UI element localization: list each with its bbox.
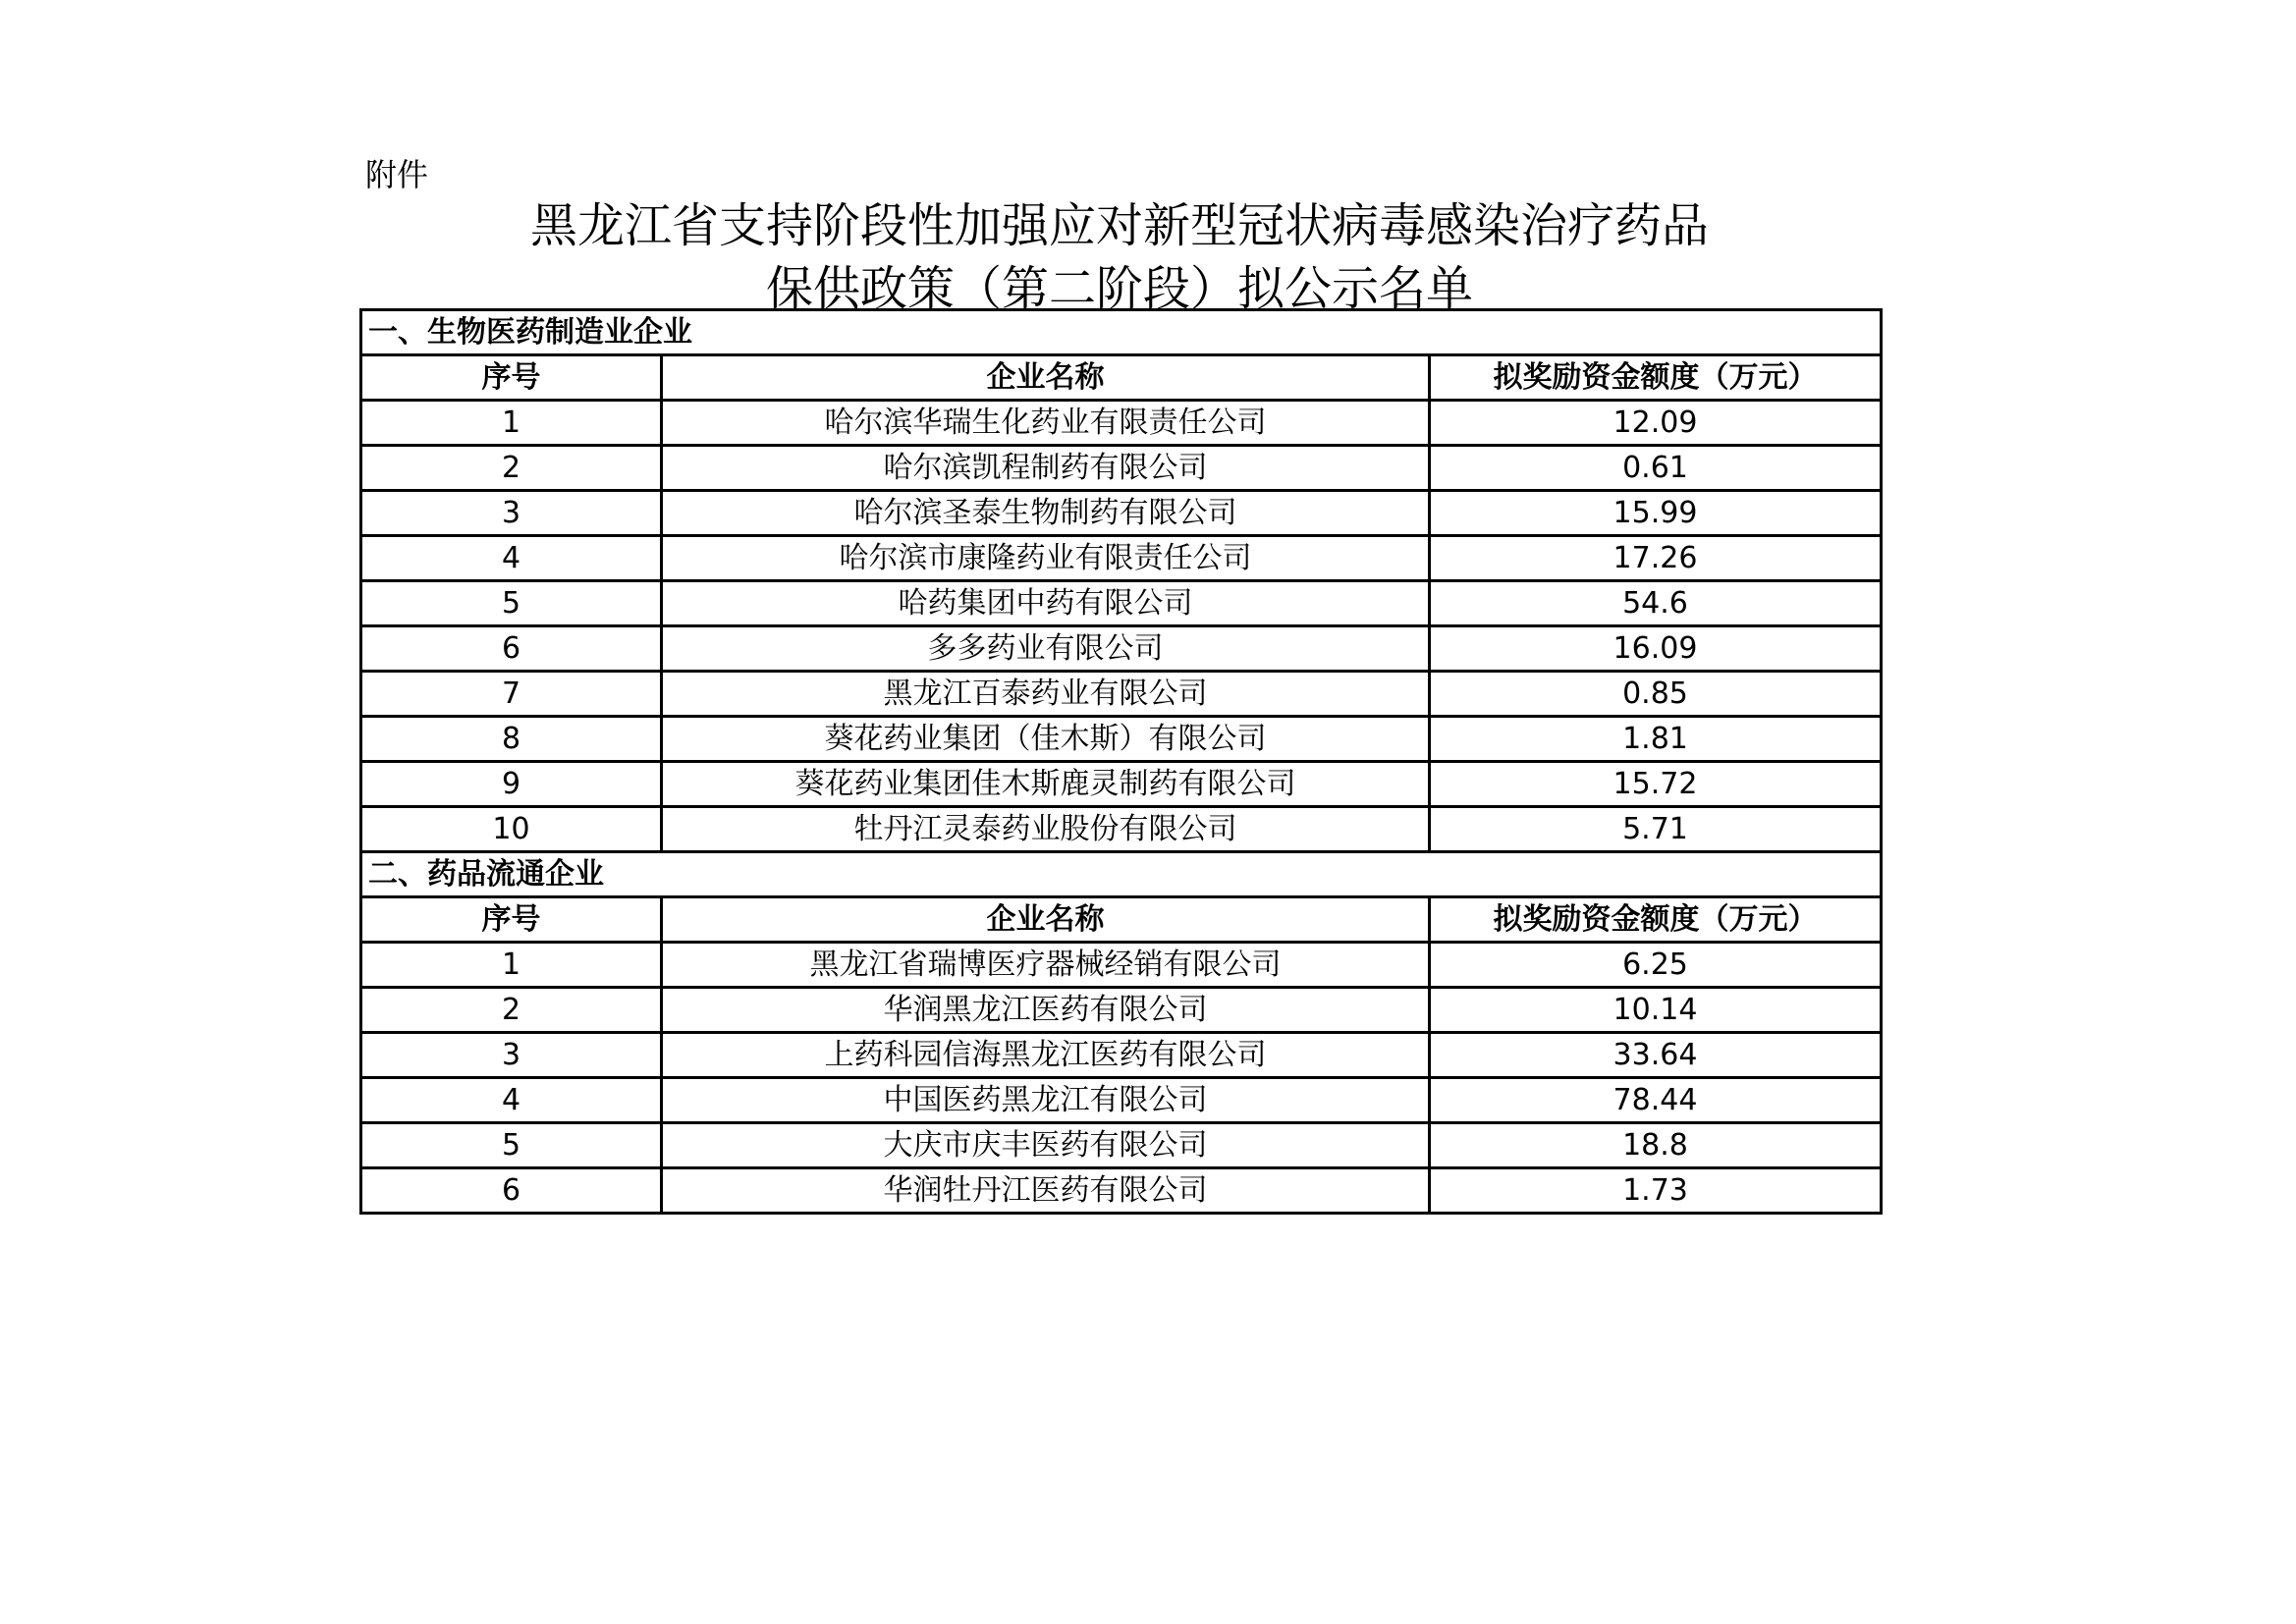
table-row (361, 717, 1882, 762)
company-name-cell: 哈尔滨圣泰生物制药有限公司 (662, 491, 1430, 536)
award-table (359, 308, 1883, 1215)
table-row (361, 672, 1882, 717)
document-title-line-1: 黑龙江省支持阶段性加强应对新型冠状病毒感染治疗药品 (529, 198, 1709, 253)
company-name-cell: 大庆市庆丰医药有限公司 (662, 1123, 1430, 1168)
table-row (361, 943, 1882, 988)
award-amount-cell: 54.6 (1430, 581, 1882, 626)
award-amount-cell: 12.09 (1430, 401, 1882, 446)
award-amount-cell: 15.72 (1430, 762, 1882, 807)
table-header-row (361, 355, 1882, 401)
company-name-cell: 黑龙江百泰药业有限公司 (662, 672, 1430, 717)
row-index-cell: 2 (361, 988, 662, 1033)
company-name-cell: 中国医药黑龙江有限公司 (662, 1078, 1430, 1123)
document-title (358, 194, 1881, 320)
table-row (361, 626, 1882, 672)
row-index-cell: 3 (361, 491, 662, 536)
row-index-cell: 1 (361, 943, 662, 988)
award-amount-cell: 15.99 (1430, 491, 1882, 536)
column-header-name: 企业名称 (662, 355, 1430, 401)
award-amount-cell: 10.14 (1430, 988, 1882, 1033)
company-name-cell: 牡丹江灵泰药业股份有限公司 (662, 807, 1430, 852)
row-index-cell: 8 (361, 717, 662, 762)
company-name-cell: 华润牡丹江医药有限公司 (662, 1168, 1430, 1214)
row-index-cell: 9 (361, 762, 662, 807)
table-row (361, 1078, 1882, 1123)
company-name-cell: 上药科园信海黑龙江医药有限公司 (662, 1033, 1430, 1078)
column-header-name: 企业名称 (662, 897, 1430, 943)
company-name-cell: 华润黑龙江医药有限公司 (662, 988, 1430, 1033)
company-name-cell: 哈药集团中药有限公司 (662, 581, 1430, 626)
row-index-cell: 2 (361, 446, 662, 491)
company-name-cell: 黑龙江省瑞博医疗器械经销有限公司 (662, 943, 1430, 988)
award-amount-cell: 0.85 (1430, 672, 1882, 717)
row-index-cell: 5 (361, 1123, 662, 1168)
company-name-cell: 葵花药业集团佳木斯鹿灵制药有限公司 (662, 762, 1430, 807)
award-amount-cell: 1.81 (1430, 717, 1882, 762)
attachment-label: 附件 (365, 156, 429, 193)
award-amount-cell: 6.25 (1430, 943, 1882, 988)
table-row (361, 1123, 1882, 1168)
company-name-cell: 哈尔滨凯程制药有限公司 (662, 446, 1430, 491)
award-table-body (361, 310, 1882, 1214)
table-row (361, 491, 1882, 536)
column-header-index: 序号 (361, 897, 662, 943)
table-row (361, 762, 1882, 807)
row-index-cell: 5 (361, 581, 662, 626)
award-amount-cell: 1.73 (1430, 1168, 1882, 1214)
table-row (361, 807, 1882, 852)
row-index-cell: 6 (361, 626, 662, 672)
award-amount-cell: 17.26 (1430, 536, 1882, 581)
row-index-cell: 3 (361, 1033, 662, 1078)
section-title: 一、生物医药制造业企业 (361, 310, 1882, 355)
row-index-cell: 4 (361, 1078, 662, 1123)
award-amount-cell: 18.8 (1430, 1123, 1882, 1168)
row-index-cell: 7 (361, 672, 662, 717)
table-row (361, 536, 1882, 581)
award-amount-cell: 78.44 (1430, 1078, 1882, 1123)
table-row (361, 581, 1882, 626)
award-amount-cell: 16.09 (1430, 626, 1882, 672)
row-index-cell: 4 (361, 536, 662, 581)
table-row (361, 1168, 1882, 1214)
award-amount-cell: 5.71 (1430, 807, 1882, 852)
table-header-row (361, 897, 1882, 943)
section-title-row (361, 852, 1882, 897)
row-index-cell: 1 (361, 401, 662, 446)
document-title-line-2: 保供政策（第二阶段）拟公示名单 (765, 261, 1473, 316)
column-header-index: 序号 (361, 355, 662, 401)
company-name-cell: 哈尔滨市康隆药业有限责任公司 (662, 536, 1430, 581)
company-name-cell: 多多药业有限公司 (662, 626, 1430, 672)
table-row (361, 988, 1882, 1033)
section-title: 二、药品流通企业 (361, 852, 1882, 897)
company-name-cell: 哈尔滨华瑞生化药业有限责任公司 (662, 401, 1430, 446)
table-row (361, 446, 1882, 491)
table-row (361, 1033, 1882, 1078)
award-amount-cell: 33.64 (1430, 1033, 1882, 1078)
section-title-row (361, 310, 1882, 355)
row-index-cell: 10 (361, 807, 662, 852)
column-header-amount: 拟奖励资金额度（万元） (1430, 355, 1882, 401)
table-row (361, 401, 1882, 446)
row-index-cell: 6 (361, 1168, 662, 1214)
column-header-amount: 拟奖励资金额度（万元） (1430, 897, 1882, 943)
company-name-cell: 葵花药业集团（佳木斯）有限公司 (662, 717, 1430, 762)
award-amount-cell: 0.61 (1430, 446, 1882, 491)
